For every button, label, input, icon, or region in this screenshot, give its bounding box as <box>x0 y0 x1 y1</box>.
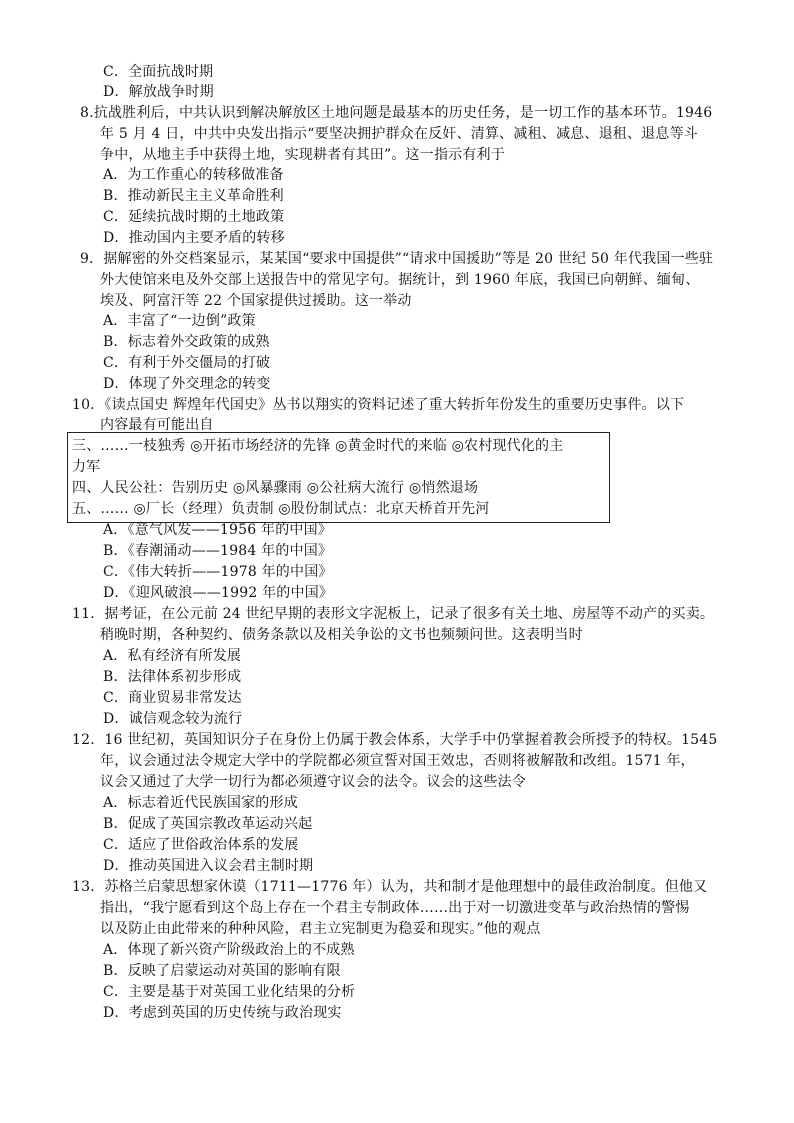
q12-option-d: D．推动英国进入议会君主制时期 <box>103 858 314 874</box>
q11-option-b: B．法律体系初步形成 <box>103 669 242 685</box>
q13-option-a: A．体现了新兴资产阶级政治上的不成熟 <box>103 942 355 958</box>
q12-option-b: B．促成了英国宗教改革运动兴起 <box>103 816 313 832</box>
q11-option-d: D．诚信观念较为流行 <box>103 711 243 727</box>
q10-option-d: D．《迎风破浪——1992 年的中国》 <box>103 585 334 601</box>
q12-option-a: A．标志着近代民族国家的形成 <box>103 795 298 811</box>
q7-option-d: D．解放战争时期 <box>103 84 214 100</box>
q12-option-c: C．适应了世俗政治体系的发展 <box>103 837 299 853</box>
q13-option-b: B．反映了启蒙运动对英国的影响有限 <box>103 963 341 979</box>
q10-stem-line-2: 内容最有可能出自 <box>100 417 214 433</box>
q8-option-b: B．推动新民主主义革命胜利 <box>103 188 284 204</box>
q9-stem-line-3: 埃及、阿富汗等 22 个国家提供过援助。这一举动 <box>100 293 412 309</box>
q11-stem-line-2: 稍晚时期，各种契约、债务条款以及相关争讼的文书也频频问世。这表明当时 <box>100 627 583 643</box>
q9-option-d: D．体现了外交理念的转变 <box>103 376 271 392</box>
q10-box-line-1: 三、……一枝独秀 ◎开拓市场经济的先锋 ◎黄金时代的来临 ◎农村现代化的主 <box>72 438 564 454</box>
q10-option-b: B．《春潮涌动——1984 年的中国》 <box>103 543 333 559</box>
q13-stem-line-1: 13．苏格兰启蒙思想家休谟（1711—1776 年）认为，共和制才是他理想中的最佳政治制度。但他又 <box>72 879 708 895</box>
q10-option-c: C．《伟大转折——1978 年的中国》 <box>103 564 333 580</box>
q9-stem-line-1: 9．据解密的外交档案显示，某某国“要求中国提供”“请求中国援助”等是 20 世纪 50 年代我国一些驻 <box>80 251 714 267</box>
q12-stem-line-2: 年，议会通过法令规定大学中的学院都必须宣誓对国王效忠，否则将被解散和改组。1571 年， <box>100 753 695 769</box>
q8-option-a: A．为工作重心的转移做准备 <box>103 167 284 183</box>
q9-stem-line-2: 外大使馆来电及外交部上送报告中的常见字句。据统计，到 1960 年底，我国已向朝鲜、缅甸、 <box>100 272 700 288</box>
q13-option-d: D．考虑到英国的历史传统与政治现实 <box>103 1005 342 1021</box>
q13-stem-line-2: 指出，“我宁愿看到这个岛上存在一个君主专制政体……出于对一切激进变革与政治热情的警惕 <box>100 900 690 916</box>
q10-box-line-2: 力军 <box>72 459 101 475</box>
q9-option-b: B．标志着外交政策的成熟 <box>103 334 270 350</box>
q10-box-line-3: 四、人民公社：告别历史 ◎风暴骤雨 ◎公社病大流行 ◎悄然退场 <box>72 480 479 496</box>
q11-option-c: C．商业贸易非常发达 <box>103 690 242 706</box>
q11-stem-line-1: 11．据考证，在公元前 24 世纪早期的表形文字泥板上，记录了很多有关土地、房屋等不动产的买卖。 <box>72 606 715 622</box>
q10-box-line-4: 五、…… ◎厂长（经理）负责制 ◎股份制试点：北京天桥首开先河 <box>72 501 490 517</box>
q9-option-c: C．有利于外交僵局的打破 <box>103 355 271 371</box>
q8-stem-line-1: 8.抗战胜利后，中共认识到解决解放区土地问题是最基本的历史任务，是一切工作的基本环节。1946 <box>80 105 713 121</box>
q10-option-a: A．《意气风发——1956 年的中国》 <box>103 522 332 538</box>
q8-option-c: C．延续抗战时期的土地政策 <box>103 209 285 225</box>
q13-stem-line-3: 以及防止由此带来的种种风险，君主立宪制更为稳妥和现实。”他的观点 <box>100 921 541 937</box>
q7-option-c: C．全面抗战时期 <box>103 64 214 80</box>
q9-option-a: A．丰富了“一边倒”政策 <box>103 313 256 329</box>
q12-stem-line-1: 12．16 世纪初，英国知识分子在身份上仍属于教会体系，大学手中仍掌握着教会所授予的特权。1545 <box>72 732 718 748</box>
q8-stem-line-2: 年 5 月 4 日，中共中央发出指示“要坚决拥护群众在反奸、清算、减租、减息、退租、退息等斗 <box>100 126 698 142</box>
q13-option-c: C．主要是基于对英国工业化结果的分析 <box>103 984 356 1000</box>
q10-stem-line-1: 10．《读点国史 辉煌年代国史》丛书以翔实的资料记述了重大转折年份发生的重要历史事件。以下 <box>72 397 685 413</box>
q12-stem-line-3: 议会又通过了大学一切行为都必须遵守议会的法令。议会的这些法令 <box>100 774 526 790</box>
q8-stem-line-3: 争中，从地主手中获得土地，实现耕者有其田”。这一指示有利于 <box>100 147 505 163</box>
q8-option-d: D．推动国内主要矛盾的转移 <box>103 230 285 246</box>
q11-option-a: A．私有经济有所发展 <box>103 648 242 664</box>
